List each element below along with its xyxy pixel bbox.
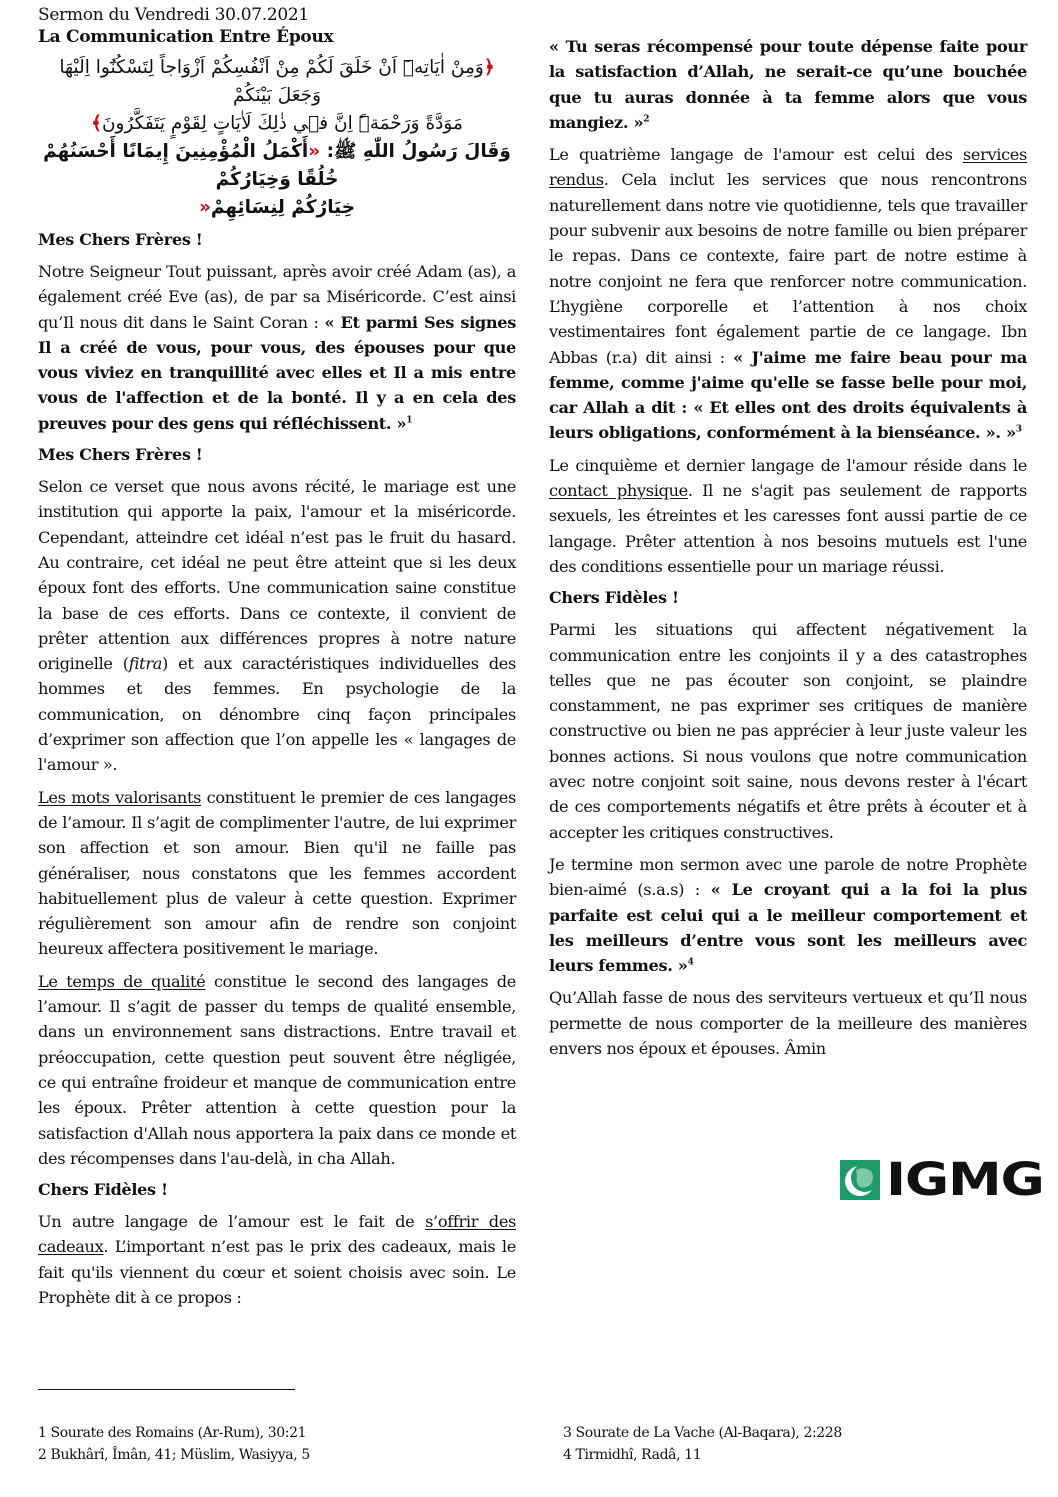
text-span: Notre Seigneur Tout puissant, après avoir créé Adam (as), a également créé Eve (as), de par sa Miséricorde. C’est ainsi qu’Il nous dit dans le Saint Coran : <box>38 262 516 332</box>
italic-term: fitra <box>128 654 163 674</box>
right-column <box>549 34 1027 1068</box>
footnote-4: 4 Tirmidhî, Radâ, 11 <box>563 1447 702 1463</box>
paragraph-closing-hadith <box>549 852 1027 978</box>
paragraph-quality-time <box>38 969 516 1171</box>
footnote-divider <box>38 1389 295 1390</box>
hadith-open-mark: « <box>308 141 321 162</box>
underlined-term: Les mots valorisants <box>38 787 202 807</box>
quran-quote: « Et parmi Ses signes Il a créé de vous, pour vous, des épouses pour que vous viviez en tranquillité avec elles et Il a mis entre vous de l'affection et de la bonté. Il y a en cela des preuves pour des gens qui réfléchissent. » <box>38 312 516 433</box>
verse-line-1: وَمِنْ اٰيَاتِه۪ٓ اَنْ خَلَقَ لَكُمْ مِنْ اَنْفُسِكُمْ اَزْوَاجاً لِتَسْكُنُٓوا اِلَيْهَا وَجَعَلَ بَيْنَكُمْ <box>59 57 484 106</box>
text-span: Je termine mon sermon avec une parole de notre Prophète bien-aimé (s.a.s) : <box>549 854 1027 900</box>
paragraph-dua: Qu’Allah fasse de nous des serviteurs vertueux et qu’Il nous permette de nous comporter de la meilleure des manières envers nos époux et épouses. Âmin <box>549 988 1027 1058</box>
ibn-abbas-quote: « J'aime me faire beau pour ma femme, comme j'aime qu'elle se fasse belle pour moi, car Allah a dit : « Et elles ont des droits équivalents à leurs obligations, conformément à la bienséance. ». » <box>549 347 1028 443</box>
paragraph-gifts <box>38 1209 516 1310</box>
greeting-heading: Mes Chers Frères ! <box>38 230 203 249</box>
paragraph-words <box>38 785 516 962</box>
text-span: Le quatrième langage de l'amour est celui des <box>549 145 963 165</box>
text-span: . L’important n’est pas le prix des cadeaux, mais le fait qu'ils viennent du cœur et soient choisis avec soin. Le Prophète dit à ce propos : <box>38 1237 516 1307</box>
hadith-quote <box>549 34 1027 135</box>
underlined-term: Le temps de qualité <box>38 971 206 991</box>
text-span: Un autre langage de l’amour est le fait de <box>38 1212 426 1232</box>
hadith-intro: وَقَالَ رَسُولُ اللّٰهِ ﷺ: <box>326 141 511 162</box>
greeting-heading: Chers Fidèles ! <box>38 1180 168 1200</box>
verse-close-bracket: ﴾ <box>91 113 102 134</box>
footnote-3: 3 Sourate de La Vache (Al-Baqara), 2:228 <box>563 1425 842 1441</box>
hadith-line-2: خِيَارُكُمْ لِنِسَائِهِمْ <box>210 197 356 218</box>
left-column <box>38 0 516 1317</box>
underlined-term: contact physique <box>549 481 688 501</box>
igmg-logo <box>840 1153 1044 1206</box>
underlined-term: services rendus <box>549 145 1027 190</box>
footnote-ref: 1 <box>406 415 413 426</box>
quran-verse-arabic <box>38 54 516 138</box>
text-span: « Tu seras récompensé pour toute dépense faite pour la satisfaction d’Allah, ne serait-ce qu’une bouchée que tu auras donnée à ta femme alors que vous mangiez. » <box>549 37 1027 132</box>
paragraph-services <box>549 142 1027 446</box>
text-span: . Il ne s'agit pas seulement de rapports sexuels, les étreintes et les caresses font aussi partie de ce langage. Prêter attention à nos besoins mutuels est l'une des conditions essentielle pour un mariage réussi. <box>549 481 1028 576</box>
logo-text: IGMG <box>886 1153 1044 1206</box>
paragraph-negative-situations: Parmi les situations qui affectent négativement la communication entre les conjoints il y a des catastrophes telles que ne pas écouter son conjoint, se plaindre constamment, ne pas exprimer ses critiques de manière constructive ou bien ne pas apprécier à leur juste valeur les bonnes actions. Si nous voulons que notre communication avec notre conjoint soit saine, nous devons rester à l'écart de ces comportements négatifs et être prêts à écouter et à accepter les critiques constructives. <box>549 620 1027 842</box>
greeting-heading: Chers Fidèles ! <box>549 588 679 608</box>
hadith-arabic <box>38 138 516 222</box>
page-title: La Communication Entre Époux <box>38 27 334 47</box>
hadith-close-mark: « <box>198 197 211 218</box>
text-span: constitue le second des langages de l’amour. Il s’agit de passer du temps de qualité ensemble, dans un environnement sans distractions. Entre travail et préoccupation, cette question peut souvent être négligée, ce qui entraîne froideur et manque de communication entre les époux. Prêter attention à cette question pour la satisfaction d'Allah nous apportera la paix dans ce monde et des récompenses dans l'au-delà, in cha Allah. <box>38 971 516 1168</box>
footnote-ref: 3 <box>1015 425 1022 436</box>
paragraph-marriage <box>38 474 516 778</box>
crescent-globe-icon <box>840 1160 880 1200</box>
text-span: constituent le premier de ces langages de l’amour. Il s’agit de complimenter l'autre, de lui exprimer son affection et son amour. Bien qu'il ne faille pas généraliser, nous constatons que les femmes accordent habituellement plus de valeur à cette question. Exprimer régulièrement son amour afin de rendre son conjoint heureux affectera positivement le mariage. <box>38 787 516 959</box>
underlined-term: s’offrir des cadeaux <box>38 1212 517 1257</box>
greeting-heading: Mes Chers Frères ! <box>38 445 203 465</box>
footnote-ref: 4 <box>687 957 694 968</box>
hadith-line-1: أَكْمَلُ الْمُؤْمِنِينَ إِيمَانًا أَحْسَنُهُمْ خُلُقًا وَخِيَارُكُمْ <box>43 141 339 190</box>
verse-open-bracket: ﴿ <box>483 57 495 78</box>
text-span: Le cinquième et dernier langage de l'amour réside dans le <box>549 455 1027 475</box>
paragraph-intro <box>38 259 516 436</box>
prophet-quote: « Le croyant qui a la foi la plus parfaite est celui qui a le meilleur comportement et les meilleurs d’entre vous sont les meilleurs avec leurs femmes. » <box>549 880 1027 976</box>
text-span: . Cela inclut les services que nous rencontrons naturellement dans notre vie quotidienne, tels que travailler pour subvenir aux besoins de notre famille ou bien préparer le repas. Dans ce contexte, faire part de notre estime à notre conjoint ne fera que renforcer notre communication. L’hygiène corporelle et l’attention à nos choix vestimentaires font également partie de ce langage. Ibn Abbas (r.a) dit ainsi : <box>549 170 1027 367</box>
sermon-date: Sermon du Vendredi 30.07.2021 <box>38 5 309 25</box>
footnote-1: 1 Sourate des Romains (Ar-Rum), 30:21 <box>38 1425 307 1441</box>
text-span: ) et aux caractéristiques individuelles des hommes et des femmes. En psychologie de la communication, on dénombre cinq façon principales d’exprimer son affection que l’on appelle les « langages de l'amour ». <box>38 654 516 775</box>
verse-line-2: مَوَدَّةً وَرَحْمَةًۜ اِنَّ ف۪ي ذٰلِكَ لَاٰيَاتٍ لِقَوْمٍ يَتَفَكَّرُونَ <box>101 113 463 134</box>
paragraph-physical-contact <box>549 453 1027 579</box>
footnote-2: 2 Bukhârî, Îmân, 41; Müslim, Wasiyya, 5 <box>38 1447 310 1463</box>
footnote-ref: 2 <box>643 114 650 125</box>
text-span: Selon ce verset que nous avons récité, le mariage est une institution qui apporte la paix, l'amour et la miséricorde. Cependant, atteindre cet idéal n’est pas le fruit du hasard. Au contraire, cet idéal ne peut être atteint que si les deux époux font des efforts. Une communication saine constitue la base de ces efforts. Dans ce contexte, il convient de prêter attention aux différences propres à notre nature originelle ( <box>38 477 516 674</box>
